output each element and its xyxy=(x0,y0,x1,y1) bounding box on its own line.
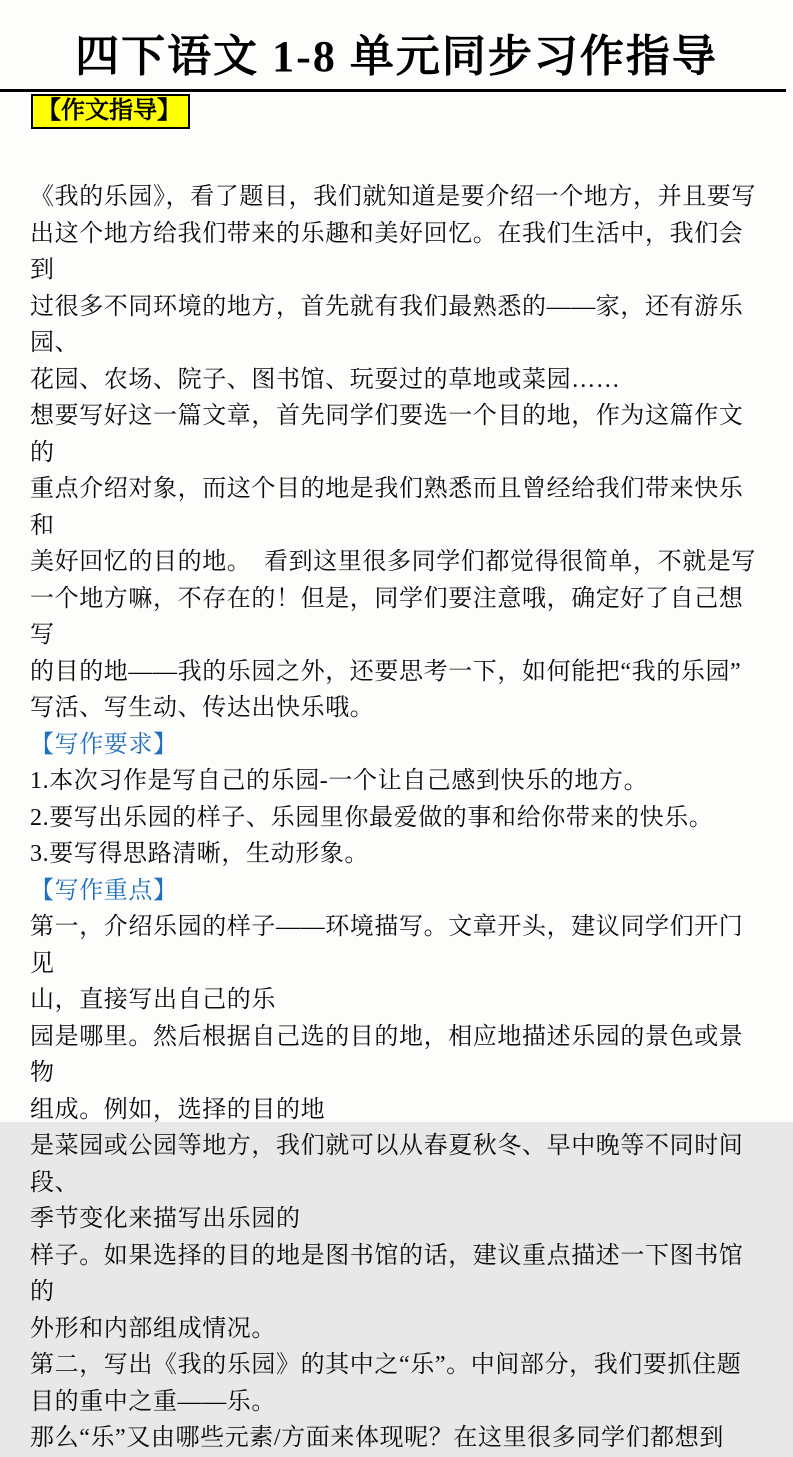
badge-row xyxy=(0,92,793,130)
key-point-line: 季节变化来描写出乐园的 xyxy=(30,1206,301,1233)
requirement-item: 3.要写得思路清晰，生动形象。 xyxy=(30,841,369,868)
key-point-line: 外形和内部组成情况。 xyxy=(30,1315,276,1342)
requirement-item: 1.本次习作是写自己的乐园-一个让自己感到快乐的地方。 xyxy=(30,768,649,795)
key-point-line: 目的重中之重——乐。 xyxy=(30,1388,276,1415)
key-point-line: 是菜园或公园等地方，我们就可以从春夏秋冬、早中晚等不同时间段、 xyxy=(30,1133,744,1196)
intro-line: 重点介绍对象，而这个目的地是我们熟悉而且曾经给我们带来快乐和 xyxy=(30,476,744,539)
key-point-line: 园是哪里。然后根据自己选的目的地，相应地描述乐园的景色或景物 xyxy=(30,1023,744,1087)
requirements-heading: 【写作要求】 xyxy=(30,731,178,758)
document-body xyxy=(0,179,793,1457)
intro-line: 《我的乐园》，看了题目，我们就知道是要介绍一个地方，并且要写 xyxy=(30,184,756,211)
intro-line: 出这个地方给我们带来的乐趣和美好回忆。在我们生活中，我们会到 xyxy=(30,220,744,284)
key-point-line: 组成。例如，选择的目的地 xyxy=(30,1096,326,1123)
key-point-line: 第二，写出《我的乐园》的其中之“乐”。中间部分，我们要抓住题 xyxy=(30,1352,742,1379)
section-badge: 【作文指导】 xyxy=(31,94,190,130)
intro-line: 美好回忆的目的地。 看到这里很多同学们都觉得很简单，不就是写 xyxy=(30,549,756,576)
key-point-line: 山，直接写出自己的乐 xyxy=(30,987,276,1014)
intro-line: 写活、写生动、传达出快乐哦。 xyxy=(30,695,375,722)
key-point-line: 第一，介绍乐园的样子——环境描写。文章开头，建议同学们开门见 xyxy=(30,914,744,977)
key-points-heading: 【写作重点】 xyxy=(30,877,178,904)
intro-line: 过很多不同环境的地方，首先就有我们最熟悉的——家，还有游乐园、 xyxy=(30,293,744,357)
intro-line: 想要写好这一篇文章，首先同学们要选一个目的地，作为这篇作文的 xyxy=(30,403,744,466)
intro-line: 的目的地——我的乐园之外，还要思考一下，如何能把“我的乐园” xyxy=(30,658,742,685)
intro-line: 花园、农场、院子、图书馆、玩耍过的草地或菜园…… xyxy=(30,366,621,393)
intro-line: 一个地方嘛，不存在的！但是，同学们要注意哦，确定好了自己想写 xyxy=(30,585,744,649)
page-title: 四下语文 1-8 单元同步习作指导 xyxy=(75,32,718,81)
requirement-item: 2.要写出乐园的样子、乐园里你最爱做的事和给你带来的快乐。 xyxy=(30,804,714,831)
key-point-line: 样子。如果选择的目的地是图书馆的话，建议重点描述一下图书馆的 xyxy=(30,1242,744,1306)
key-point-line: 那么“乐”又由哪些元素/方面来体现呢？在这里很多同学们都想到 xyxy=(30,1425,724,1452)
